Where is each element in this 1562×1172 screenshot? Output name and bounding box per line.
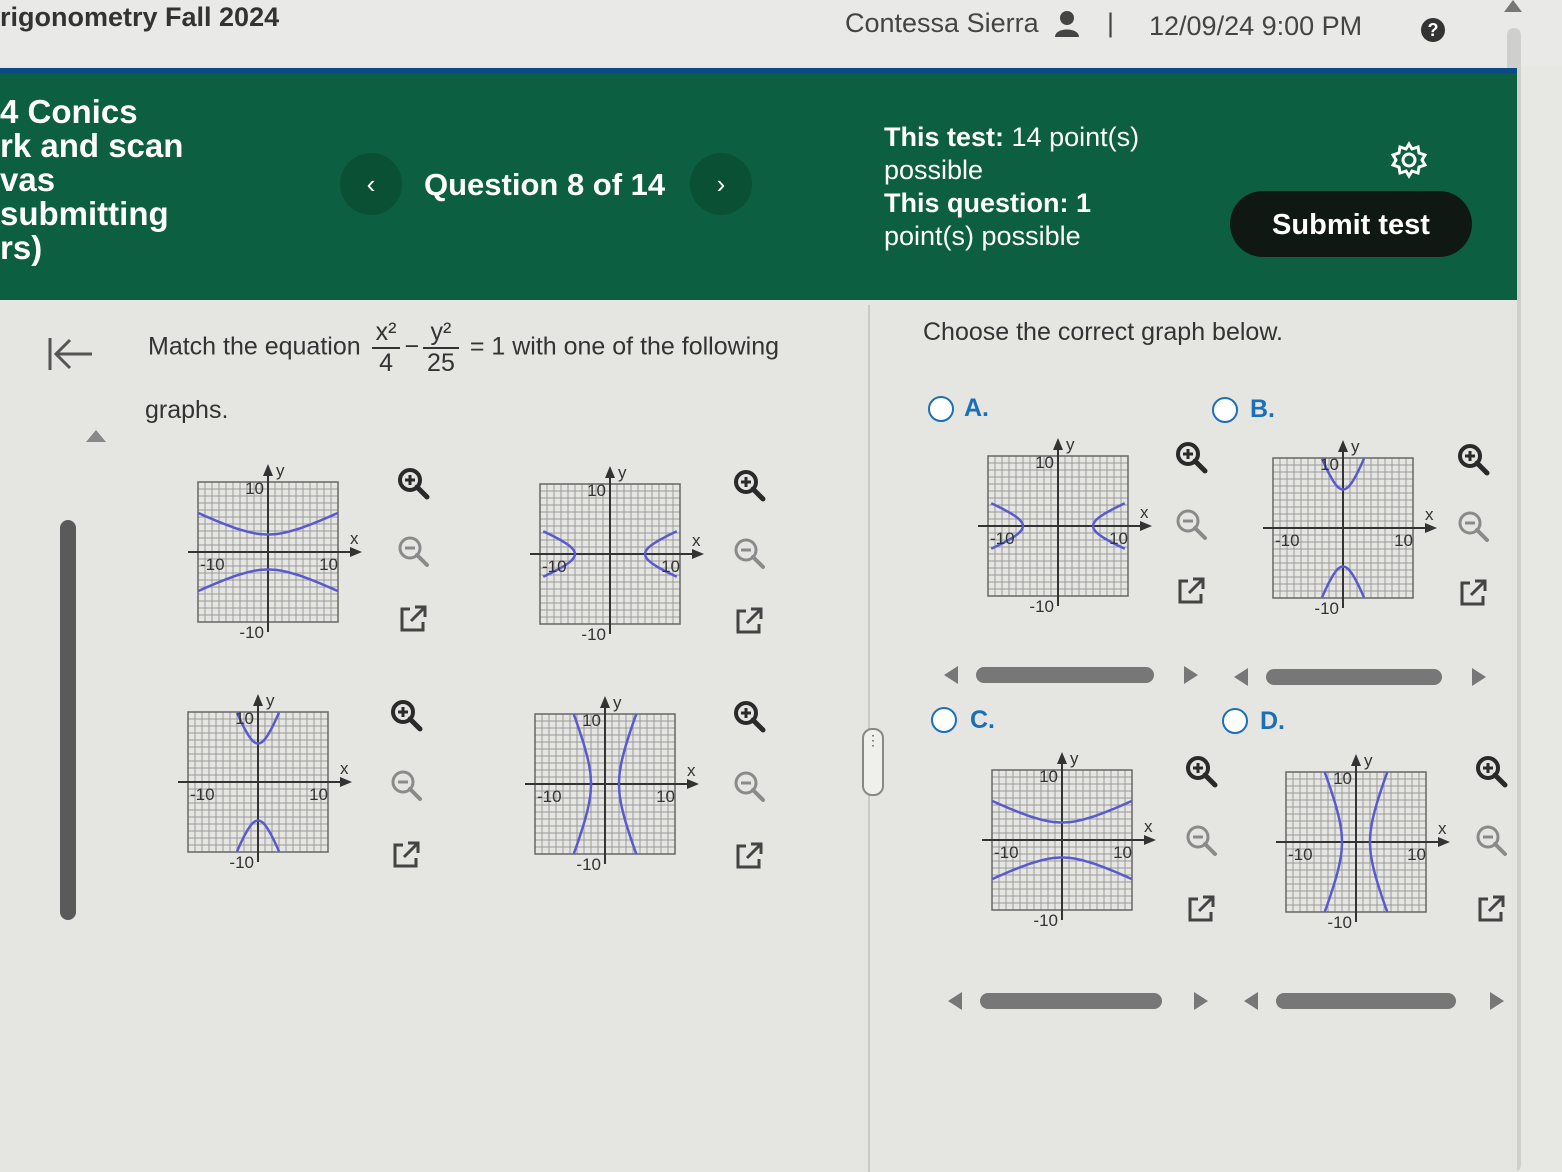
scroll-left-arrow[interactable] xyxy=(944,666,958,684)
separator: | xyxy=(1107,8,1115,38)
zoom-out-icon[interactable] xyxy=(1184,823,1218,857)
zoom-in-icon[interactable] xyxy=(389,698,423,732)
panel-resize-handle[interactable]: ⋮ xyxy=(862,728,884,796)
y-min-label: -10 xyxy=(229,853,254,872)
zoom-in-icon[interactable] xyxy=(396,466,430,500)
option-a-radio[interactable] xyxy=(928,396,954,422)
zoom-in-icon[interactable] xyxy=(1474,754,1508,788)
y-max-label: 10 xyxy=(235,709,254,728)
x-axis-label: x xyxy=(1144,817,1153,836)
scroll-right-arrow[interactable] xyxy=(1472,668,1486,686)
option-c-label[interactable]: C. xyxy=(970,706,995,734)
left-panel-scrollbar[interactable] xyxy=(60,520,76,920)
scroll-thumb[interactable] xyxy=(1266,669,1442,685)
zoom-in-icon[interactable] xyxy=(1174,440,1208,474)
assignment-title: 4 Conics rk and scan vas submitting rs) xyxy=(0,93,184,266)
external-link-icon[interactable] xyxy=(1474,892,1508,926)
option-d-hscroll[interactable] xyxy=(1244,992,1506,1010)
x-axis-label: x xyxy=(687,761,696,780)
x-axis-label: x xyxy=(1140,503,1149,522)
test-header xyxy=(0,68,1517,300)
x-min-label: -10 xyxy=(542,557,567,576)
y-min-label: -10 xyxy=(1327,913,1352,932)
x-axis-label: x xyxy=(350,529,359,548)
y-min-label: -10 xyxy=(1029,597,1054,616)
zoom-out-icon[interactable] xyxy=(1174,507,1208,541)
x-min-label: -10 xyxy=(537,787,562,806)
previous-question-button[interactable]: ‹ xyxy=(340,153,402,215)
y-max-label: 10 xyxy=(1320,455,1339,474)
zoom-out-icon[interactable] xyxy=(732,769,766,803)
zoom-out-icon[interactable] xyxy=(1456,509,1490,543)
course-title: rigonometry Fall 2024 xyxy=(0,2,280,32)
x-min-label: -10 xyxy=(200,555,225,574)
scroll-right-arrow[interactable] xyxy=(1194,992,1208,1010)
scroll-right-arrow[interactable] xyxy=(1490,992,1504,1010)
scroll-thumb[interactable] xyxy=(1276,993,1456,1009)
zoom-out-icon[interactable] xyxy=(389,768,423,802)
x-max-label: 10 xyxy=(1109,529,1128,548)
user-icon xyxy=(1054,10,1080,38)
option-d-label[interactable]: D. xyxy=(1260,707,1285,735)
y-min-label: -10 xyxy=(1314,599,1339,618)
option-d-radio[interactable] xyxy=(1222,708,1248,734)
question-graph-3 xyxy=(168,692,368,882)
external-link-icon[interactable] xyxy=(1184,892,1218,926)
points-info: This test: 14 point(s) possible This question: 1 point(s) possible xyxy=(884,122,1140,251)
fraction-y: $\frac{\text{y²}}{25}$ xyxy=(423,318,459,378)
y-min-label: -10 xyxy=(581,625,606,644)
answer-prompt: Choose the correct graph below. xyxy=(923,318,1283,346)
y-axis-label: y xyxy=(1364,752,1373,770)
question-graph-4 xyxy=(515,694,715,884)
x-min-label: -10 xyxy=(1275,531,1300,550)
y-max-label: 10 xyxy=(245,479,264,498)
option-b-hscroll[interactable] xyxy=(1234,668,1490,686)
option-a-label[interactable]: A. xyxy=(964,394,989,422)
external-link-icon[interactable] xyxy=(732,604,766,638)
zoom-out-icon[interactable] xyxy=(732,536,766,570)
external-link-icon[interactable] xyxy=(732,839,766,873)
zoom-in-icon[interactable] xyxy=(1184,754,1218,788)
y-min-label: -10 xyxy=(239,623,264,642)
y-max-label: 10 xyxy=(587,481,606,500)
next-question-button[interactable]: › xyxy=(690,153,752,215)
y-max-label: 10 xyxy=(1039,767,1058,786)
x-max-label: 10 xyxy=(661,557,680,576)
y-axis-label: y xyxy=(618,464,627,482)
y-min-label: -10 xyxy=(1033,911,1058,930)
collapse-left-icon[interactable] xyxy=(46,336,96,372)
fraction-x: $\frac{\text{x²}}{4}$ xyxy=(372,318,401,378)
scroll-left-arrow[interactable] xyxy=(948,992,962,1010)
option-b-graph xyxy=(1253,438,1453,628)
x-min-label: -10 xyxy=(190,785,215,804)
option-a-graph xyxy=(968,436,1168,626)
x-max-label: 10 xyxy=(1394,531,1413,550)
x-min-label: -10 xyxy=(1288,845,1313,864)
question-text-line2: graphs. xyxy=(145,396,229,424)
page-scroll-up-arrow[interactable] xyxy=(1504,0,1522,12)
x-min-label: -10 xyxy=(994,843,1019,862)
x-max-label: 10 xyxy=(309,785,328,804)
question-graph-1 xyxy=(178,462,378,652)
zoom-in-icon[interactable] xyxy=(732,699,766,733)
x-axis-label: x xyxy=(340,759,349,778)
scroll-thumb[interactable] xyxy=(976,667,1154,683)
submit-test-button[interactable]: Submit test xyxy=(1230,191,1472,257)
zoom-in-icon[interactable] xyxy=(1456,442,1490,476)
due-datetime: 12/09/24 9:00 PM xyxy=(1149,11,1363,41)
x-max-label: 10 xyxy=(1113,843,1132,862)
y-axis-label: y xyxy=(276,462,285,480)
x-max-label: 10 xyxy=(1407,845,1426,864)
option-d-graph xyxy=(1266,752,1466,942)
scroll-left-arrow[interactable] xyxy=(1234,668,1248,686)
zoom-out-icon[interactable] xyxy=(396,534,430,568)
x-axis-label: x xyxy=(1425,505,1434,524)
help-icon[interactable]: ? xyxy=(1421,18,1445,42)
x-min-label: -10 xyxy=(990,529,1015,548)
gear-icon[interactable] xyxy=(1390,141,1428,179)
user-name: Contessa Sierra xyxy=(845,8,1039,38)
y-min-label: -10 xyxy=(576,855,601,874)
external-link-icon[interactable] xyxy=(1174,574,1208,608)
left-scroll-up-arrow[interactable] xyxy=(86,430,106,442)
option-b-label[interactable]: B. xyxy=(1250,395,1275,423)
zoom-in-icon[interactable] xyxy=(732,468,766,502)
question-counter[interactable]: Question 8 of 14 xyxy=(424,167,666,202)
y-max-label: 10 xyxy=(1333,769,1352,788)
scroll-left-arrow[interactable] xyxy=(1244,992,1258,1010)
option-b-radio[interactable] xyxy=(1212,397,1238,423)
x-max-label: 10 xyxy=(656,787,675,806)
x-axis-label: x xyxy=(1438,819,1447,838)
x-axis-label: x xyxy=(692,531,701,550)
x-max-label: 10 xyxy=(319,555,338,574)
y-axis-label: y xyxy=(266,692,275,710)
scroll-thumb[interactable] xyxy=(980,993,1162,1009)
option-a-hscroll[interactable] xyxy=(944,666,1204,684)
option-c-graph xyxy=(972,750,1172,940)
y-axis-label: y xyxy=(1351,438,1360,456)
question-text: Match the equation $\frac{\text{x²}}{4}$ − $\frac{\text{y²}}{25}$ = 1 with one of the following xyxy=(148,318,780,377)
y-axis-label: y xyxy=(613,694,622,712)
scroll-right-arrow[interactable] xyxy=(1184,666,1198,684)
external-link-icon[interactable] xyxy=(1456,576,1490,610)
option-c-radio[interactable] xyxy=(931,707,957,733)
y-max-label: 10 xyxy=(582,711,601,730)
external-link-icon[interactable] xyxy=(389,838,423,872)
top-bar xyxy=(0,0,1562,66)
y-axis-label: y xyxy=(1070,750,1079,768)
y-axis-label: y xyxy=(1066,436,1075,454)
zoom-out-icon[interactable] xyxy=(1474,823,1508,857)
question-graph-2 xyxy=(520,464,720,654)
external-link-icon[interactable] xyxy=(396,602,430,636)
y-max-label: 10 xyxy=(1035,453,1054,472)
option-c-hscroll[interactable] xyxy=(948,992,1212,1010)
